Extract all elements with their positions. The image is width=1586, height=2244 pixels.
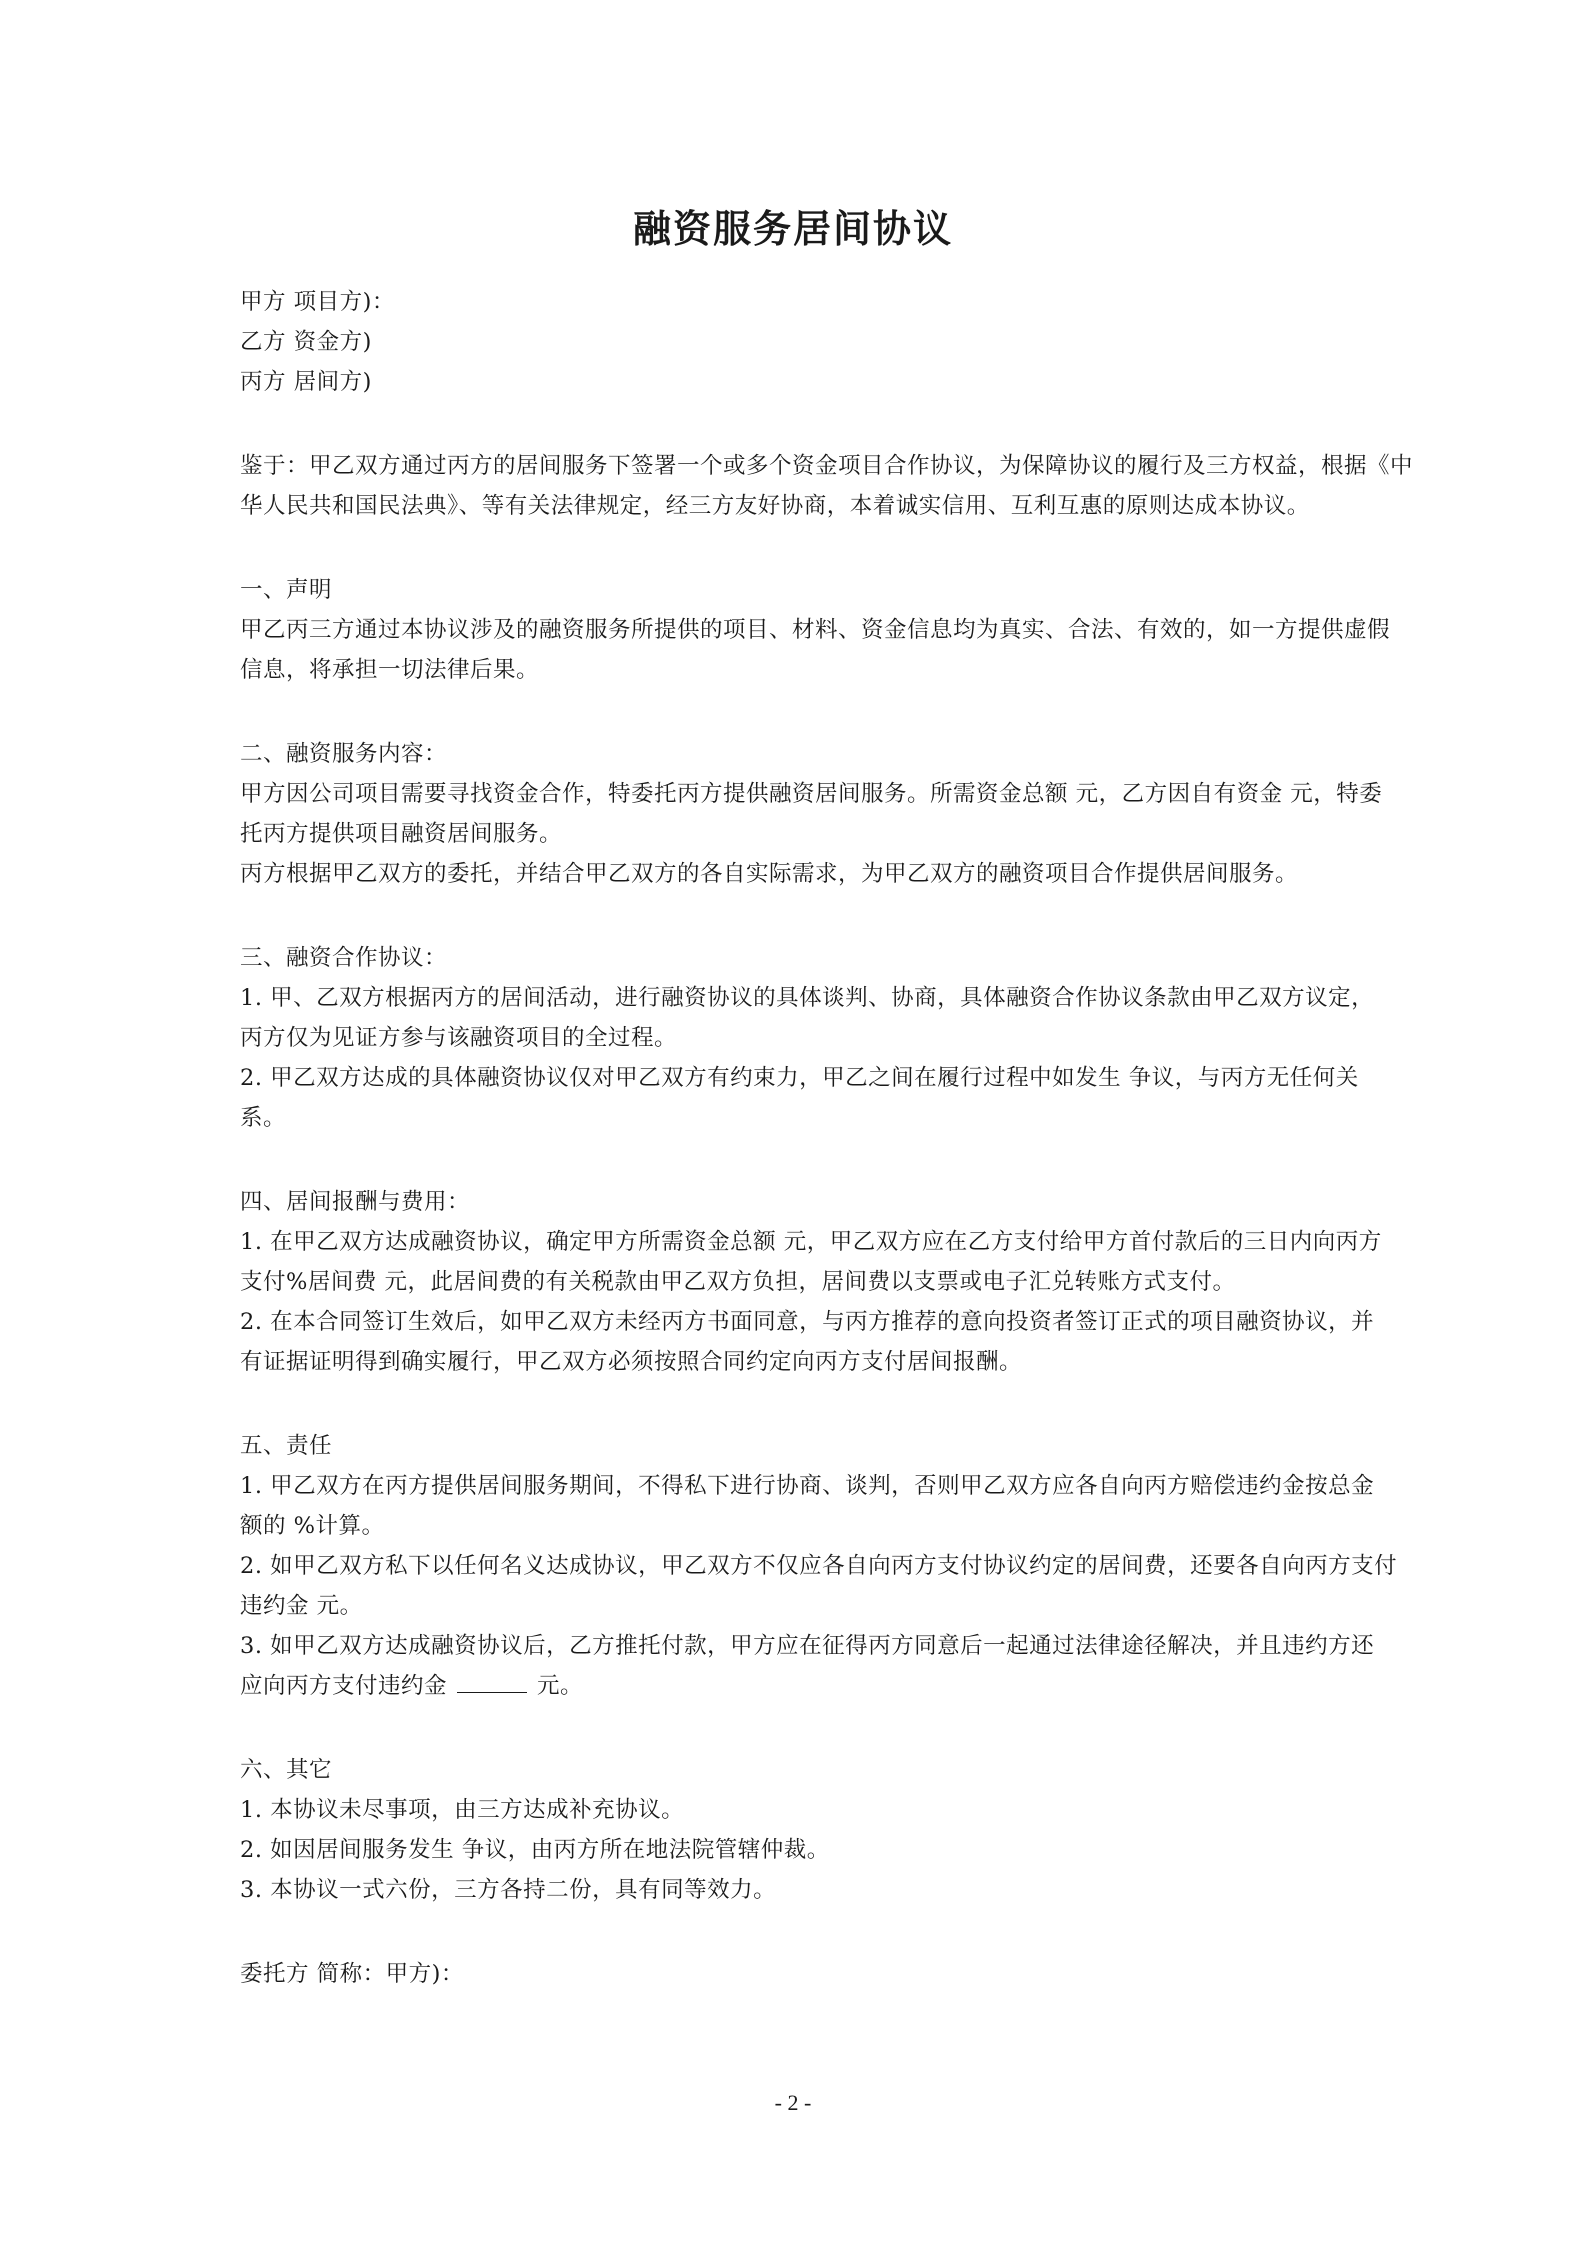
section-heading: 一、声明 bbox=[240, 577, 333, 603]
spacer bbox=[240, 526, 1350, 570]
spacer bbox=[240, 1382, 1350, 1426]
section-line: 1. 本协议未尽事项，由三方达成补充协议。 bbox=[240, 1797, 685, 1823]
page-number: - 2 - bbox=[774, 2090, 812, 2115]
section-line: 1. 甲乙双方在丙方提供居间服务期间，不得私下进行协商、谈判，否则甲乙双方应各自向丙方赔偿违约金按总金 bbox=[240, 1473, 1375, 1499]
preamble-line: 鉴于：甲乙双方通过丙方的居间服务下签署一个或多个资金项目合作协议，为保障协议的履行及三方权益，根据《中 bbox=[240, 453, 1414, 479]
party-c-line: 丙方 居间方) bbox=[240, 369, 372, 395]
section-heading: 六、其它 bbox=[240, 1757, 333, 1783]
fill-blank bbox=[457, 1670, 527, 1693]
section-line: 2. 在本合同签订生效后，如甲乙双方未经丙方书面同意，与丙方推荐的意向投资者签订正式的项目融资协议，并 bbox=[240, 1309, 1375, 1335]
spacer bbox=[240, 402, 1350, 446]
section-line-with-blank bbox=[240, 1666, 1350, 1706]
parties-block bbox=[240, 282, 1350, 402]
party-a-line: 甲方 项目方)： bbox=[240, 289, 395, 315]
section-line: 1. 在甲乙双方达成融资协议，确定甲方所需资金总额 元，甲乙双方应在乙方支付给甲方首付款后的三日内向丙方 bbox=[240, 1229, 1382, 1255]
section-heading: 五、责任 bbox=[240, 1433, 333, 1459]
section-line: 违约金 元。 bbox=[240, 1593, 363, 1619]
section-line: 丙方根据甲乙双方的委托，并结合甲乙双方的各自实际需求，为甲乙双方的融资项目合作提供居间服务。 bbox=[240, 861, 1299, 887]
section-line: 甲方因公司项目需要寻找资金合作，特委托丙方提供融资居间服务。所需资金总额 元，乙方因自有资金 元，特委 bbox=[240, 781, 1383, 807]
section-line: 3. 本协议一式六份，三方各持二份，具有同等效力。 bbox=[240, 1877, 777, 1903]
section-line: 1. 甲、乙双方根据丙方的居间活动，进行融资协议的具体谈判、协商，具体融资合作协议条款由甲乙双方议定， bbox=[240, 985, 1375, 1011]
section-line: 有证据证明得到确实履行，甲乙双方必须按照合同约定向丙方支付居间报酬。 bbox=[240, 1349, 1023, 1375]
section-heading: 二、融资服务内容： bbox=[240, 741, 448, 767]
section-liability bbox=[240, 1426, 1398, 1706]
section-cooperation bbox=[240, 938, 1375, 1138]
section-other bbox=[240, 1750, 1350, 1910]
document-title: 融资服务居间协议 bbox=[632, 206, 953, 251]
signature-block bbox=[240, 1954, 1350, 1994]
section-line: 丙方仅为见证方参与该融资项目的全过程。 bbox=[240, 1025, 678, 1051]
document-body bbox=[240, 282, 1414, 1994]
section-fees bbox=[240, 1182, 1382, 1382]
preamble-line: 华人民共和国民法典》、等有关法律规定，经三方友好协商，本着诚实信用、互利互惠的原则达成本协议。 bbox=[240, 493, 1310, 519]
section-line: 3. 如甲乙双方达成融资协议后，乙方推托付款，甲方应在征得丙方同意后一起通过法律途径解决，并且违约方还 bbox=[240, 1633, 1375, 1659]
section-line: 额的 %计算。 bbox=[240, 1513, 385, 1539]
preamble bbox=[240, 446, 1414, 526]
section-line-text: 元。 bbox=[537, 1673, 584, 1699]
party-b-line: 乙方 资金方) bbox=[240, 329, 372, 355]
section-line: 2. 甲乙双方达成的具体融资协议仅对甲乙双方有约束力，甲乙之间在履行过程中如发生 争议，与丙方无任何关 bbox=[240, 1065, 1359, 1091]
section-line-text: 应向丙方支付违约金 bbox=[240, 1673, 448, 1699]
section-declaration bbox=[240, 570, 1391, 690]
spacer bbox=[240, 690, 1350, 734]
section-line: 2. 如甲乙双方私下以任何名义达成协议，甲乙双方不仅应各自向丙方支付协议约定的居间费，还要各自向丙方支付 bbox=[240, 1553, 1398, 1579]
section-heading: 三、融资合作协议： bbox=[240, 945, 448, 971]
section-line: 托丙方提供项目融资居间服务。 bbox=[240, 821, 563, 847]
spacer bbox=[240, 894, 1350, 938]
signature-line: 委托方 简称：甲方)： bbox=[240, 1961, 464, 1987]
spacer bbox=[240, 1910, 1350, 1954]
section-line: 甲乙丙三方通过本协议涉及的融资服务所提供的项目、材料、资金信息均为真实、合法、有效的，如一方提供虚假 bbox=[240, 617, 1391, 643]
section-line: 2. 如因居间服务发生 争议，由丙方所在地法院管辖仲裁。 bbox=[240, 1837, 830, 1863]
spacer bbox=[240, 1706, 1350, 1750]
section-heading: 四、居间报酬与费用： bbox=[240, 1189, 471, 1215]
section-line: 信息，将承担一切法律后果。 bbox=[240, 657, 540, 683]
section-line: 系。 bbox=[240, 1105, 287, 1131]
section-line: 支付%居间费 元，此居间费的有关税款由甲乙双方负担，居间费以支票或电子汇兑转账方式支付。 bbox=[240, 1269, 1236, 1295]
spacer bbox=[240, 1138, 1350, 1182]
section-service-content bbox=[240, 734, 1383, 894]
